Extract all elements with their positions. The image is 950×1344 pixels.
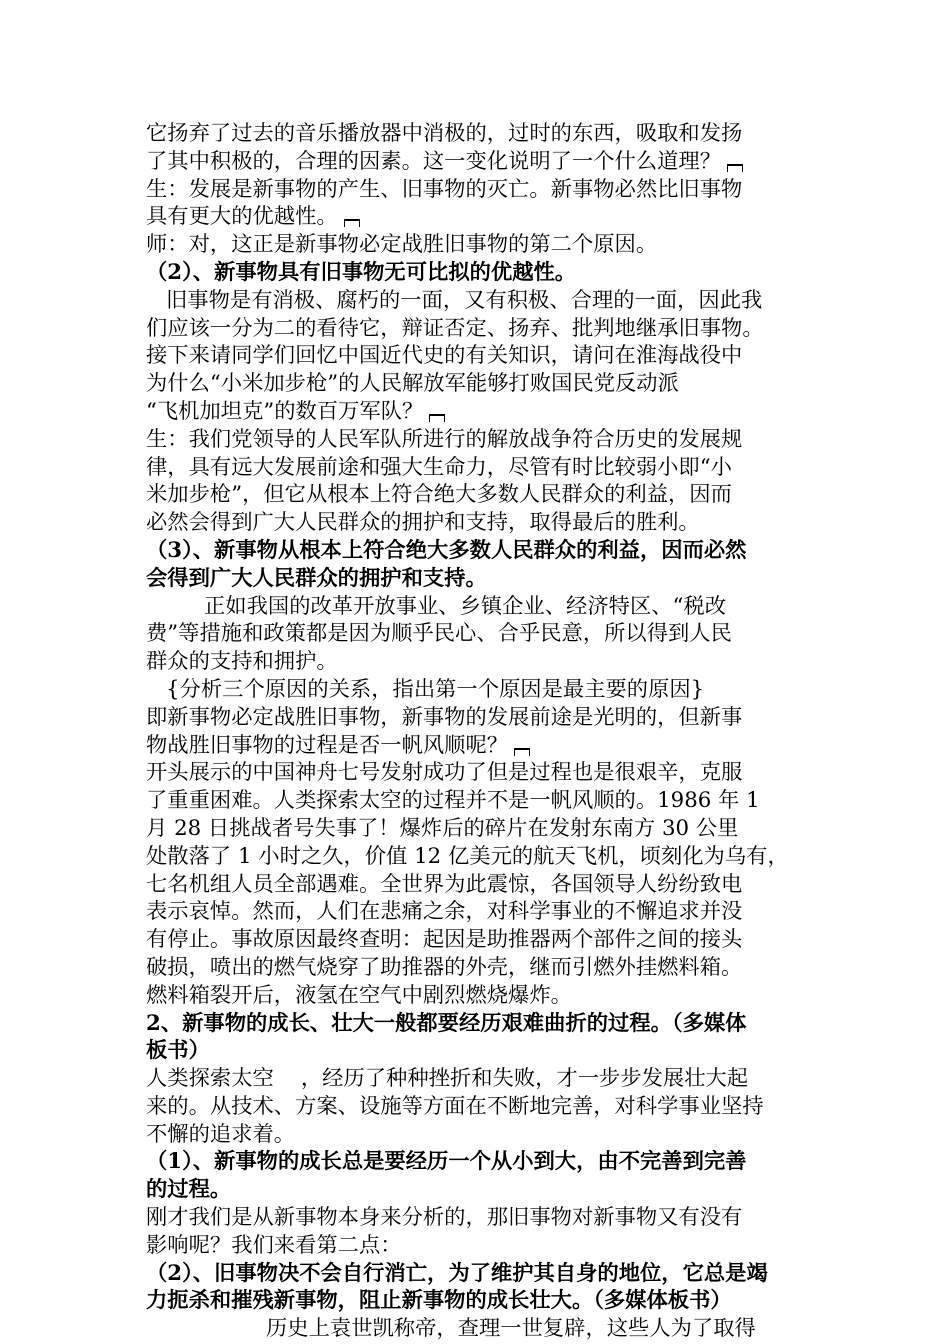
line-text: 历史上袁世凯称帝，查理一世复辟，这些人为了取得	[266, 1316, 756, 1342]
line-text: 开头展示的中国神舟七号发射成功了但是过程也是很艰辛，克服	[146, 760, 743, 786]
section-heading	[146, 1010, 816, 1038]
text-line	[146, 1315, 816, 1343]
line-text: 具有更大的优越性。	[146, 204, 338, 230]
text-line	[146, 1121, 816, 1149]
heading-text: （3）、新事物从根本上符合绝大多数人民群众的利益，因而必然	[146, 537, 747, 563]
line-text: 接下来请同学们回忆中国近代史的有关知识，请问在淮海战役中	[146, 343, 743, 369]
text-line	[146, 787, 816, 815]
section-heading	[146, 565, 816, 593]
line-text: 费”等措施和政策都是因为顺乎民心、合乎民意，所以得到人民	[146, 621, 732, 647]
text-line	[146, 509, 816, 537]
line-text: 生：我们党领导的人民军队所进行的解放战争符合历史的发展规	[146, 426, 743, 452]
text-line	[146, 982, 816, 1010]
line-text: 人类探索太空 ，经历了种种挫折和失败，才一步步发展壮大起	[146, 1066, 749, 1092]
line-text: 们应该一分为二的看待它，辩证否定、扬弃、批判地继承旧事物。	[146, 315, 764, 341]
line-text: 律，具有远大发展前途和强大生命力，尽管有时比较弱小即“小	[146, 454, 732, 480]
line-text: 了重重困难。人类探索太空的过程并不是一帆风顺的。1986 年 1	[146, 788, 760, 814]
heading-text: 力扼杀和摧残新事物，阻止新事物的成长壮大。（多媒体板书）	[146, 1288, 732, 1314]
return-mark-icon	[514, 748, 530, 756]
line-text: 物战胜旧事物的过程是否一帆风顺呢？	[146, 732, 509, 758]
line-text: 即新事物必定战胜旧事物，新事物的发展前途是光明的，但新事	[146, 704, 743, 730]
line-text: 群众的支持和拥护。	[146, 649, 338, 675]
return-mark-icon	[344, 219, 360, 227]
section-heading	[146, 1176, 816, 1204]
document-page	[146, 120, 816, 1343]
text-line	[146, 454, 816, 482]
text-line	[146, 120, 816, 148]
text-line	[146, 759, 816, 787]
text-line	[146, 370, 816, 398]
line-text: 它扬弃了过去的音乐播放器中消极的，过时的东西，吸取和发扬	[146, 121, 743, 146]
section-heading	[146, 1037, 816, 1065]
line-text: 来的。从技术、方案、设施等方面在不断地完善，对科学事业坚持	[146, 1093, 764, 1119]
text-line	[146, 398, 816, 426]
heading-text: 板书）	[146, 1038, 210, 1064]
heading-text: （2）、旧事物决不会自行消亡，为了维护其自身的地位，它总是竭	[146, 1260, 768, 1286]
section-heading	[146, 1260, 816, 1288]
heading-text: （1）、新事物的成长总是要经历一个从小到大，由不完善到完善	[146, 1149, 747, 1175]
text-line	[146, 593, 816, 621]
section-heading	[146, 537, 816, 565]
line-text: 影响呢？我们来看第二点：	[146, 1232, 402, 1258]
heading-text: 2、新事物的成长、壮大一般都要经历艰难曲折的过程。（多媒体	[146, 1010, 747, 1036]
return-mark-icon	[429, 414, 445, 422]
section-heading	[146, 1287, 816, 1315]
line-text: 表示哀悼。然而，人们在悲痛之余，对科学事业的不懈追求并没	[146, 899, 743, 925]
text-line	[146, 815, 816, 843]
text-line	[146, 1204, 816, 1232]
section-heading	[146, 1148, 816, 1176]
line-text: 燃料箱裂开后，液氢在空气中剧烈燃烧爆炸。	[146, 982, 572, 1008]
line-text: 破损，喷出的燃气烧穿了助推器的外壳，继而引燃外挂燃料箱。	[146, 954, 743, 980]
heading-text: 会得到广大人民群众的拥护和支持。	[146, 565, 487, 591]
line-text: {分析三个原因的关系，指出第一个原因是最主要的原因}	[166, 676, 705, 702]
text-line	[146, 148, 816, 176]
line-text: 处散落了 1 小时之久，价值 12 亿美元的航天飞机，顷刻化为乌有，	[146, 843, 789, 869]
line-text: 有停止。事故原因最终查明：起因是助推器两个部件之间的接头	[146, 927, 743, 953]
line-text: 了其中积极的，合理的因素。这一变化说明了一个什么道理？	[146, 148, 722, 174]
text-line	[146, 176, 816, 204]
text-line	[146, 1065, 816, 1093]
line-text: 为什么“小米加步枪”的人民解放军能够打败国民党反动派	[146, 371, 679, 397]
text-line	[146, 843, 816, 871]
text-line	[146, 954, 816, 982]
text-line	[146, 203, 816, 231]
section-heading	[146, 259, 816, 287]
text-line	[146, 481, 816, 509]
text-line	[146, 676, 816, 704]
text-line	[146, 926, 816, 954]
text-line	[146, 287, 816, 315]
return-mark-icon	[727, 164, 743, 172]
line-text: 旧事物是有消极、腐朽的一面，又有积极、合理的一面，因此我	[166, 287, 763, 313]
line-text: 月 28 日挑战者号失事了！爆炸后的碎片在发射东南方 30 公里	[146, 815, 739, 841]
text-line	[146, 1232, 816, 1260]
text-line	[146, 732, 816, 760]
line-text: 生：发展是新事物的产生、旧事物的灭亡。新事物必然比旧事物	[146, 176, 743, 202]
line-text: 必然会得到广大人民群众的拥护和支持，取得最后的胜利。	[146, 510, 700, 536]
text-line	[146, 898, 816, 926]
text-line	[146, 620, 816, 648]
text-line	[146, 648, 816, 676]
text-line	[146, 315, 816, 343]
text-line	[146, 426, 816, 454]
text-line	[146, 1093, 816, 1121]
heading-text: 的过程。	[146, 1177, 232, 1203]
text-line	[146, 871, 816, 899]
line-text: 七名机组人员全部遇难。全世界为此震惊，各国领导人纷纷致电	[146, 871, 743, 897]
line-text: 不懈的追求着。	[146, 1121, 296, 1147]
text-line	[146, 342, 816, 370]
line-text: 正如我国的改革开放事业、乡镇企业、经济特区、“税改	[204, 593, 727, 619]
line-text: 米加步枪”，但它从根本上符合绝大多数人民群众的利益，因而	[146, 482, 732, 508]
line-text: 刚才我们是从新事物本身来分析的，那旧事物对新事物又有没有	[146, 1205, 743, 1231]
heading-text: （2）、新事物具有旧事物无可比拟的优越性。	[146, 259, 577, 285]
line-text: 师：对，这正是新事物必定战胜旧事物的第二个原因。	[146, 232, 658, 258]
line-text: “飞机加坦克”的数百万军队？	[146, 398, 424, 424]
text-line	[146, 231, 816, 259]
text-line	[146, 704, 816, 732]
